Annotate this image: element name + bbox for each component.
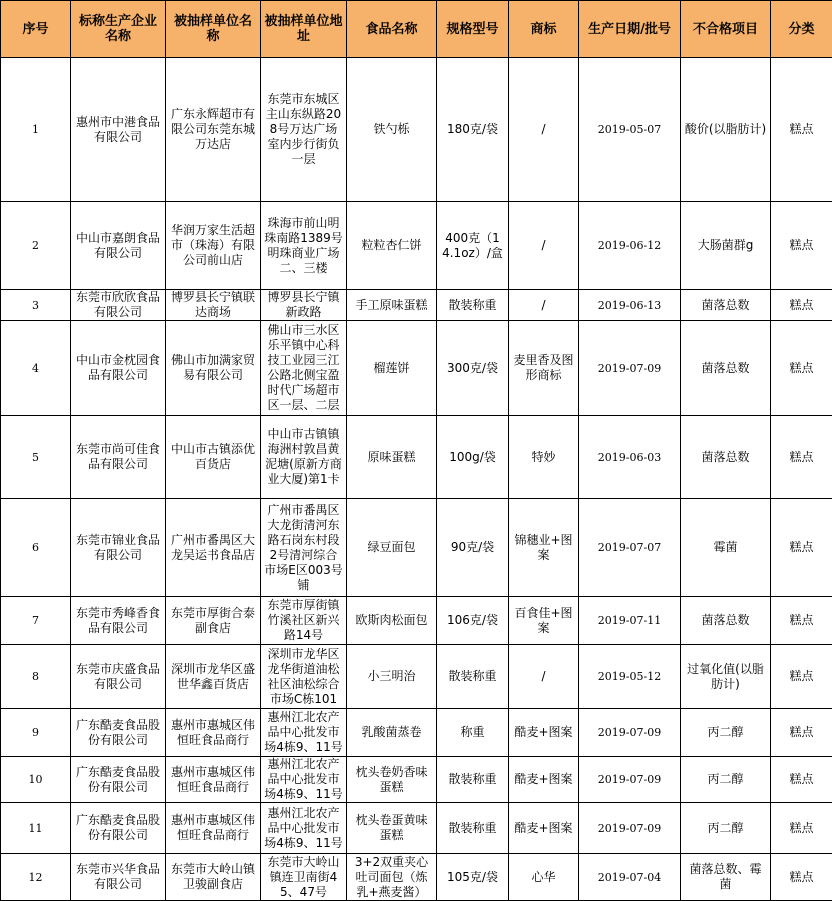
cell-date: 2019-07-09 [579, 321, 681, 416]
col-header-failed-item: 不合格项目 [681, 1, 771, 58]
cell-date: 2019-07-04 [579, 854, 681, 901]
cell-sampled-unit: 深圳市龙华区盛世华鑫百货店 [166, 645, 261, 709]
cell-food-name: 粒粒杏仁饼 [347, 202, 437, 290]
cell-food-name: 欧斯肉松面包 [347, 597, 437, 645]
cell-producer: 惠州市中港食品有限公司 [71, 58, 166, 202]
cell-date: 2019-07-09 [579, 757, 681, 803]
table-row [1, 58, 832, 202]
cell-sampled-unit: 中山市古镇添优百货店 [166, 416, 261, 499]
cell-sampled-unit: 东莞市厚街合泰副食店 [166, 597, 261, 645]
col-header-category: 分类 [771, 1, 832, 58]
table-row [1, 321, 832, 416]
cell-sampled-unit: 广州市番禺区大龙吴运书食品店 [166, 499, 261, 597]
col-header-no: 序号 [1, 1, 71, 58]
cell-brand: / [509, 645, 579, 709]
cell-date: 2019-06-12 [579, 202, 681, 290]
cell-no: 3 [1, 290, 71, 321]
cell-category: 糕点 [771, 290, 832, 321]
cell-date: 2019-07-07 [579, 499, 681, 597]
col-header-producer: 标称生产企业名称 [71, 1, 166, 58]
cell-unit-address: 惠州江北农产品中心批发市场4栋9、11号 [261, 803, 347, 854]
cell-date: 2019-07-11 [579, 597, 681, 645]
cell-unit-address: 惠州江北农产品中心批发市场4栋9、11号 [261, 709, 347, 757]
cell-food-name: 枕头卷蛋黄味蛋糕 [347, 803, 437, 854]
cell-category: 糕点 [771, 709, 832, 757]
cell-sampled-unit: 东莞市大岭山镇卫骏副食店 [166, 854, 261, 901]
cell-unit-address: 东莞市厚街镇竹溪社区新兴路14号 [261, 597, 347, 645]
cell-date: 2019-05-07 [579, 58, 681, 202]
table-row [1, 645, 832, 709]
cell-sampled-unit: 广东永辉超市有限公司东莞东城万达店 [166, 58, 261, 202]
cell-date: 2019-06-13 [579, 290, 681, 321]
cell-no: 4 [1, 321, 71, 416]
cell-spec: 散装称重 [437, 645, 509, 709]
cell-sampled-unit: 华润万家生活超市（珠海）有限公司前山店 [166, 202, 261, 290]
cell-no: 1 [1, 58, 71, 202]
cell-sampled-unit: 惠州市惠城区伟恒旺食品商行 [166, 757, 261, 803]
cell-category: 糕点 [771, 597, 832, 645]
cell-failed-item: 酸价(以脂肪计) [681, 58, 771, 202]
cell-food-name: 铁勺栎 [347, 58, 437, 202]
cell-no: 6 [1, 499, 71, 597]
cell-spec: 散装称重 [437, 290, 509, 321]
cell-brand: / [509, 290, 579, 321]
cell-spec: 称重 [437, 709, 509, 757]
cell-food-name: 绿豆面包 [347, 499, 437, 597]
cell-brand: 百食佳+图案 [509, 597, 579, 645]
col-header-brand: 商标 [509, 1, 579, 58]
cell-category: 糕点 [771, 416, 832, 499]
cell-no: 12 [1, 854, 71, 901]
cell-brand: / [509, 202, 579, 290]
cell-sampled-unit: 惠州市惠城区伟恒旺食品商行 [166, 709, 261, 757]
cell-food-name: 原味蛋糕 [347, 416, 437, 499]
cell-no: 9 [1, 709, 71, 757]
cell-producer: 东莞市庆盛食品有限公司 [71, 645, 166, 709]
cell-spec: 散装称重 [437, 803, 509, 854]
cell-category: 糕点 [771, 321, 832, 416]
cell-failed-item: 过氧化值(以脂肪计) [681, 645, 771, 709]
cell-no: 7 [1, 597, 71, 645]
cell-brand: 酷麦+图案 [509, 709, 579, 757]
cell-brand: 心华 [509, 854, 579, 901]
table-row [1, 803, 832, 854]
cell-failed-item: 大肠菌群g [681, 202, 771, 290]
cell-producer: 东莞市尚可佳食品有限公司 [71, 416, 166, 499]
table-row [1, 202, 832, 290]
cell-no: 11 [1, 803, 71, 854]
cell-food-name: 手工原味蛋糕 [347, 290, 437, 321]
cell-sampled-unit: 博罗县长宁镇联达商场 [166, 290, 261, 321]
cell-unit-address: 佛山市三水区乐平镇中心科技工业园三江公路北侧宝盈时代广场超市区一层、二层 [261, 321, 347, 416]
cell-unit-address: 惠州江北农产品中心批发市场4栋9、11号 [261, 757, 347, 803]
cell-producer: 广东酷麦食品股份有限公司 [71, 803, 166, 854]
cell-category: 糕点 [771, 854, 832, 901]
cell-producer: 东莞市秀峰香食品有限公司 [71, 597, 166, 645]
cell-food-name: 枕头卷奶香味蛋糕 [347, 757, 437, 803]
header-row [1, 1, 832, 58]
cell-food-name: 榴莲饼 [347, 321, 437, 416]
cell-spec: 106克/袋 [437, 597, 509, 645]
cell-spec: 90克/袋 [437, 499, 509, 597]
cell-sampled-unit: 惠州市惠城区伟恒旺食品商行 [166, 803, 261, 854]
cell-unit-address: 珠海市前山明珠南路1389号明珠商业广场二、三楼 [261, 202, 347, 290]
cell-producer: 中山市金枕园食品有限公司 [71, 321, 166, 416]
cell-brand: / [509, 58, 579, 202]
cell-producer: 中山市嘉朗食品有限公司 [71, 202, 166, 290]
table-row [1, 757, 832, 803]
cell-category: 糕点 [771, 58, 832, 202]
cell-food-name: 小三明治 [347, 645, 437, 709]
cell-producer: 广东酷麦食品股份有限公司 [71, 757, 166, 803]
cell-no: 2 [1, 202, 71, 290]
cell-category: 糕点 [771, 499, 832, 597]
cell-unit-address: 东莞市东城区主山东纵路208号万达广场室内步行街负一层 [261, 58, 347, 202]
cell-category: 糕点 [771, 202, 832, 290]
cell-failed-item: 菌落总数 [681, 321, 771, 416]
cell-spec: 散装称重 [437, 757, 509, 803]
cell-failed-item: 丙二醇 [681, 803, 771, 854]
cell-sampled-unit: 佛山市加满家贸易有限公司 [166, 321, 261, 416]
table-row [1, 290, 832, 321]
cell-failed-item: 菌落总数 [681, 290, 771, 321]
cell-brand: 酷麦+图案 [509, 757, 579, 803]
cell-unit-address: 深圳市龙华区龙华街道油松社区油松综合市场C栋101 [261, 645, 347, 709]
cell-failed-item: 丙二醇 [681, 757, 771, 803]
col-header-date: 生产日期/批号 [579, 1, 681, 58]
table-row [1, 597, 832, 645]
cell-date: 2019-05-12 [579, 645, 681, 709]
cell-producer: 广东酷麦食品股份有限公司 [71, 709, 166, 757]
cell-spec: 180克/袋 [437, 58, 509, 202]
cell-no: 5 [1, 416, 71, 499]
cell-unit-address: 博罗县长宁镇新政路 [261, 290, 347, 321]
cell-date: 2019-06-03 [579, 416, 681, 499]
cell-brand: 锦穗业+图案 [509, 499, 579, 597]
cell-date: 2019-07-09 [579, 709, 681, 757]
cell-category: 糕点 [771, 645, 832, 709]
cell-no: 10 [1, 757, 71, 803]
cell-food-name: 3+2双重夹心吐司面包（炼乳+燕麦酱） [347, 854, 437, 901]
cell-unit-address: 中山市古镇镇海洲村敦昌黄泥塘(原新方商业大厦)第1卡 [261, 416, 347, 499]
cell-no: 8 [1, 645, 71, 709]
cell-brand: 酷麦+图案 [509, 803, 579, 854]
col-header-spec: 规格型号 [437, 1, 509, 58]
cell-producer: 东莞市锦业食品有限公司 [71, 499, 166, 597]
table-row [1, 854, 832, 901]
cell-failed-item: 霉菌 [681, 499, 771, 597]
cell-category: 糕点 [771, 757, 832, 803]
cell-failed-item: 菌落总数 [681, 416, 771, 499]
table-row [1, 416, 832, 499]
cell-failed-item: 菌落总数 [681, 597, 771, 645]
cell-spec: 300克/袋 [437, 321, 509, 416]
cell-category: 糕点 [771, 803, 832, 854]
col-header-sampled-unit: 被抽样单位名称 [166, 1, 261, 58]
col-header-unit-address: 被抽样单位地址 [261, 1, 347, 58]
table-row [1, 709, 832, 757]
cell-food-name: 乳酸菌蒸卷 [347, 709, 437, 757]
cell-producer: 东莞市欣欣食品有限公司 [71, 290, 166, 321]
cell-unit-address: 广州市番禺区大龙街清河东路石岗东村段2号清河综合市场E区003号铺 [261, 499, 347, 597]
cell-failed-item: 丙二醇 [681, 709, 771, 757]
cell-brand: 麦里香及图形商标 [509, 321, 579, 416]
cell-spec: 400克（14.1oz）/盒 [437, 202, 509, 290]
col-header-food-name: 食品名称 [347, 1, 437, 58]
cell-producer: 东莞市兴华食品有限公司 [71, 854, 166, 901]
cell-date: 2019-07-09 [579, 803, 681, 854]
cell-brand: 特妙 [509, 416, 579, 499]
cell-spec: 100g/袋 [437, 416, 509, 499]
cell-spec: 105克/袋 [437, 854, 509, 901]
table-row [1, 499, 832, 597]
cell-failed-item: 菌落总数、霉菌 [681, 854, 771, 901]
cell-unit-address: 东莞市大岭山镇连卫南街45、47号 [261, 854, 347, 901]
